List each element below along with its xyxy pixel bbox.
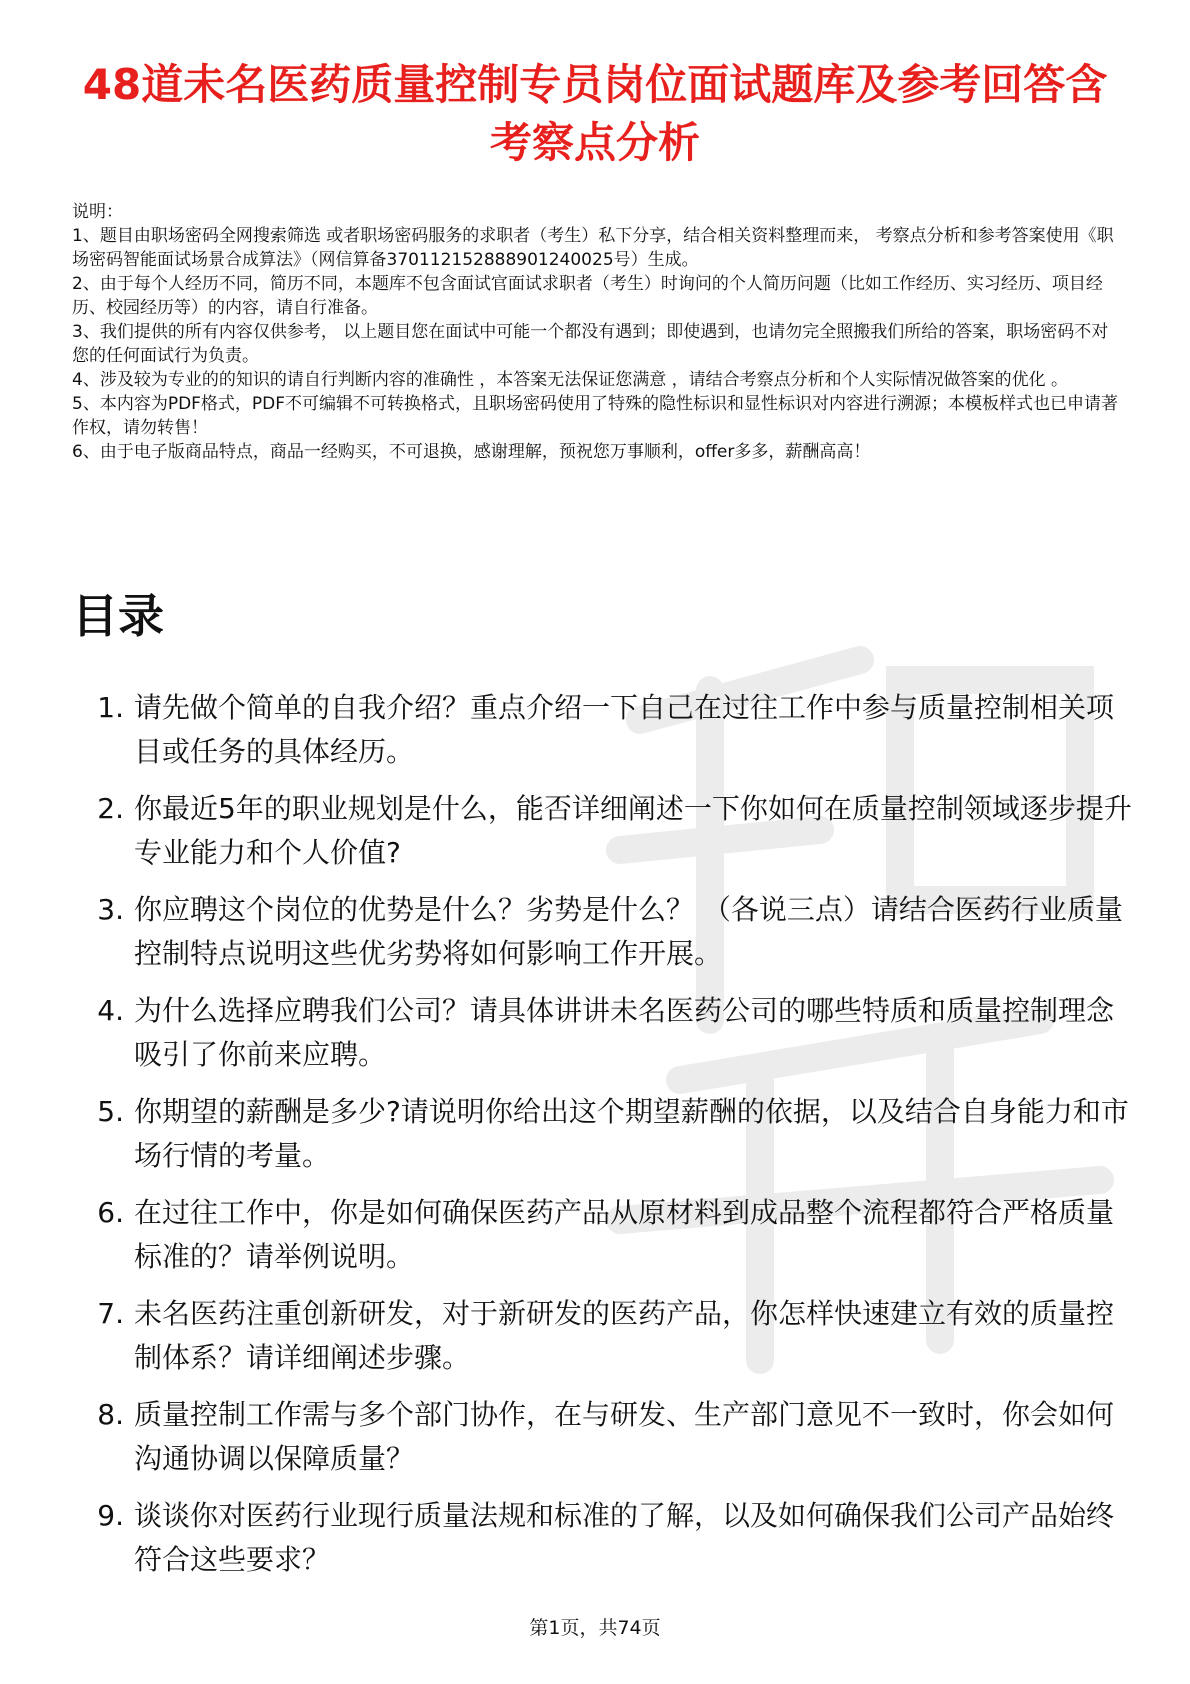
- table-of-contents: [72, 686, 1132, 1595]
- document-title: 48道未名医药质量控制专员岗位面试题库及参考回答含考察点分析: [82, 60, 1108, 167]
- note-item: 6、由于电子版商品特点，商品一经购买，不可退换，感谢理解，预祝您万事顺利，offer多多，薪酬高高！: [72, 442, 871, 462]
- notes-heading: 说明：: [72, 202, 123, 222]
- toc-item-number: 3.: [97, 893, 124, 926]
- toc-item-number: 4.: [97, 994, 124, 1027]
- note-item: 2、由于每个人经历不同，简历不同，本题库不包含面试官面试求职者（考生）时询问的个人简历问题（比如工作经历、实习经历、项目经历、校园经历等）的内容，请自行准备。: [72, 274, 1103, 318]
- toc-item[interactable]: [72, 1494, 1132, 1595]
- notes-section: [72, 200, 1120, 464]
- toc-item-number: 2.: [97, 792, 124, 825]
- toc-item-text: 谈谈你对医药行业现行质量法规和标准的了解，以及如何确保我们公司产品始终符合这些要求？: [134, 1499, 1115, 1576]
- toc-item-number: 1.: [97, 691, 124, 724]
- toc-item-text: 请先做个简单的自我介绍？重点介绍一下自己在过往工作中参与质量控制相关项目或任务的具体经历。: [134, 691, 1115, 768]
- toc-item[interactable]: [72, 1191, 1132, 1292]
- toc-item-number: 8.: [97, 1398, 124, 1431]
- toc-item-text: 你最近5年的职业规划是什么，能否详细阐述一下你如何在质量控制领域逐步提升专业能力和个人价值?: [134, 792, 1132, 869]
- toc-item-number: 7.: [97, 1297, 124, 1330]
- note-item: 4、涉及较为专业的的知识的请自行判断内容的准确性 ，本答案无法保证您满意 ，请结合考察点分析和个人实际情况做答案的优化 。: [72, 370, 1069, 390]
- toc-heading: 目录: [72, 589, 164, 643]
- toc-item-text: 你期望的薪酬是多少?请说明你给出这个期望薪酬的依据，以及结合自身能力和市场行情的考量。: [134, 1095, 1129, 1172]
- toc-item-text: 你应聘这个岗位的优势是什么？劣势是什么？ （各说三点）请结合医药行业质量控制特点说明这些优劣势将如何影响工作开展。: [134, 893, 1123, 970]
- toc-item-number: 9.: [97, 1499, 124, 1532]
- toc-item[interactable]: [72, 989, 1132, 1090]
- toc-item-number: 5.: [97, 1095, 124, 1128]
- toc-item[interactable]: [72, 686, 1132, 787]
- toc-item[interactable]: [72, 1393, 1132, 1494]
- toc-item-text: 质量控制工作需与多个部门协作，在与研发、生产部门意见不一致时，你会如何沟通协调以保障质量？: [134, 1398, 1115, 1475]
- toc-item-text: 在过往工作中，你是如何确保医药产品从原材料到成品整个流程都符合严格质量标准的？请举例说明。: [134, 1196, 1115, 1273]
- toc-item[interactable]: [72, 1090, 1132, 1191]
- toc-item-text: 为什么选择应聘我们公司？请具体讲讲未名医药公司的哪些特质和质量控制理念吸引了你前来应聘。: [134, 994, 1115, 1071]
- toc-item[interactable]: [72, 787, 1132, 888]
- note-item: 3、我们提供的所有内容仅供参考， 以上题目您在面试中可能一个都没有遇到；即使遇到，也请勿完全照搬我们所给的答案，职场密码不对您的任何面试行为负责。: [72, 322, 1109, 366]
- note-item: 1、题目由职场密码全网搜索筛选 或者职场密码服务的求职者（考生）私下分享，结合相关资料整理而来， 考察点分析和参考答案使用《职场密码智能面试场景合成算法》（网信算备370112152888901240025号）生成。: [72, 226, 1114, 270]
- toc-item-text: 未名医药注重创新研发，对于新研发的医药产品，你怎样快速建立有效的质量控制体系？请详细阐述步骤。: [134, 1297, 1115, 1374]
- toc-item[interactable]: [72, 888, 1132, 989]
- toc-item-number: 6.: [97, 1196, 124, 1229]
- page-footer: 第1页，共74页: [529, 1617, 661, 1639]
- toc-item[interactable]: [72, 1292, 1132, 1393]
- note-item: 5、本内容为PDF格式，PDF不可编辑不可转换格式，且职场密码使用了特殊的隐性标识和显性标识对内容进行溯源；本模板样式也已申请著作权，请勿转售！: [72, 394, 1119, 438]
